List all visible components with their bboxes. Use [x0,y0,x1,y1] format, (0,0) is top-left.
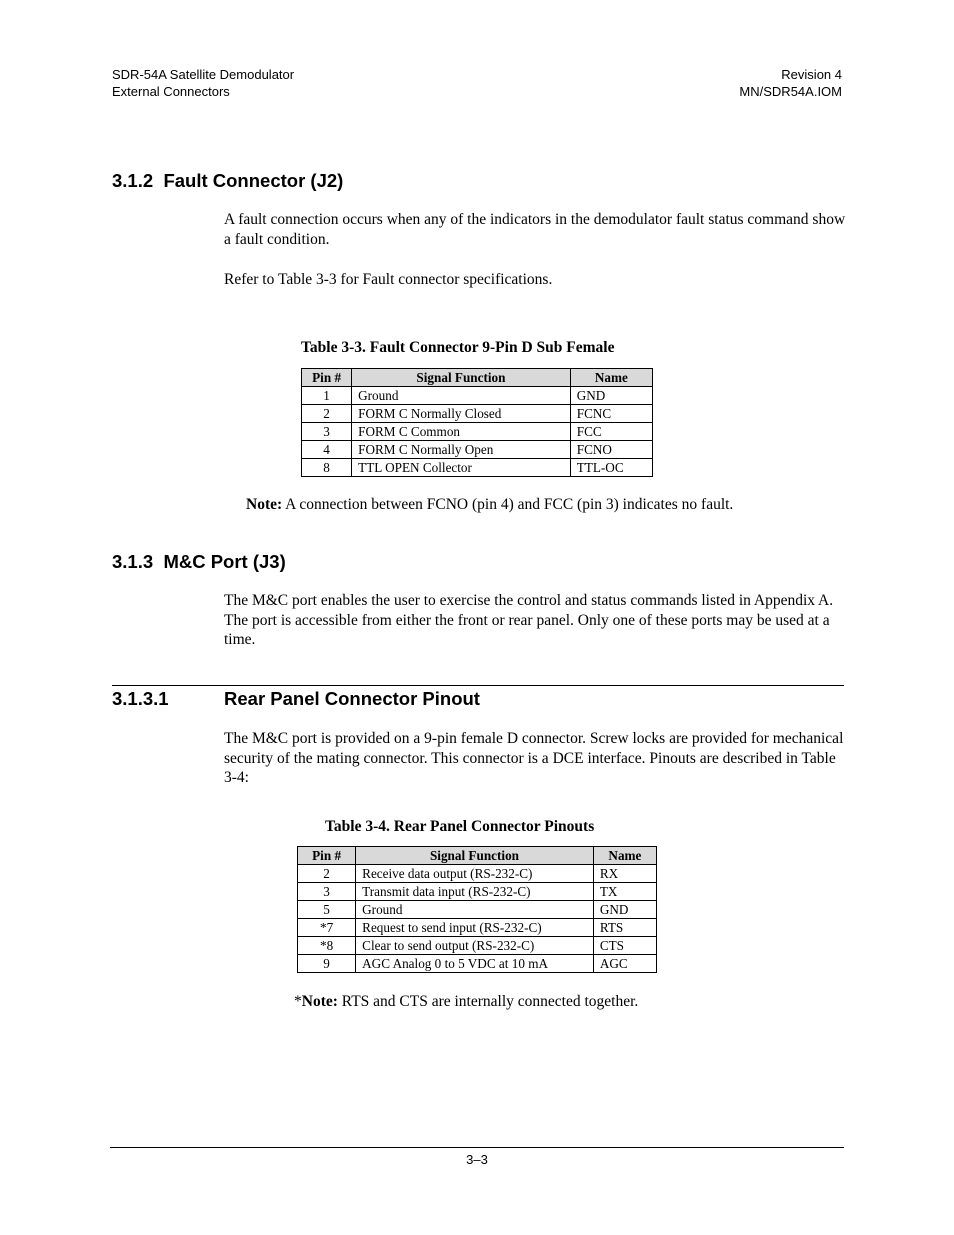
cell-name: TX [593,883,656,901]
column-header-pin: Pin # [298,847,356,865]
table-row [298,865,657,883]
table-3-3-caption: Table 3-3. Fault Connector 9-Pin D Sub Female [301,339,615,356]
table-row [298,883,657,901]
cell-name: RTS [593,919,656,937]
column-header-name: Name [570,369,652,387]
cell-name: FCNO [570,441,652,459]
table-row [298,901,657,919]
cell-signal-function: Receive data output (RS-232-C) [356,865,594,883]
page-number: 3–3 [466,1152,488,1167]
column-header-signal-function: Signal Function [356,847,594,865]
header-chapter-title: External Connectors [112,83,230,99]
fault-connector-table [301,368,653,477]
paragraph-rear-panel: The M&C port is provided on a 9-pin female D connector. Screw locks are provided for mechanical security of the mating connector. This connector is a DCE interface. Pinouts are described in Table 3-4: [224,730,844,787]
note-label: Note: [301,993,338,1010]
table-row [298,919,657,937]
cell-pin: 9 [298,955,356,973]
note-fault-connection [246,496,733,514]
column-header-pin: Pin # [302,369,352,387]
cell-signal-function: Transmit data input (RS-232-C) [356,883,594,901]
cell-name: FCC [570,423,652,441]
running-header-right [739,67,842,100]
cell-pin: 2 [302,405,352,423]
note-label: Note: [246,496,283,513]
cell-signal-function: Request to send input (RS-232-C) [356,919,594,937]
cell-signal-function: TTL OPEN Collector [352,459,571,477]
cell-pin: 2 [298,865,356,883]
cell-name: AGC [593,955,656,973]
cell-pin: *8 [298,937,356,955]
paragraph-fault-description: A fault connection occurs when any of the indicators in the demodulator fault status command show a fault condition. [224,211,846,248]
note-text: RTS and CTS are internally connected together. [337,993,639,1010]
section-divider [112,685,844,686]
section-title: Fault Connector (J2) [163,170,344,191]
cell-signal-function: FORM C Normally Closed [352,405,571,423]
cell-signal-function: Ground [352,387,571,405]
column-header-signal-function: Signal Function [352,369,571,387]
cell-signal-function: Clear to send output (RS-232-C) [356,937,594,955]
cell-signal-function: FORM C Common [352,423,571,441]
paragraph-mc-port: The M&C port enables the user to exercise the control and status commands listed in Appendix A. The port is accessible from either the front or rear panel. Only one of these ports may be used at a time. [224,592,834,649]
cell-name: FCNC [570,405,652,423]
running-header-left [112,67,294,100]
header-revision: Revision 4 [781,67,842,82]
cell-pin: 5 [298,901,356,919]
table-row [298,937,657,955]
table-3-4-caption: Table 3-4. Rear Panel Connector Pinouts [325,818,595,835]
footer-rule [110,1147,844,1148]
table-header-row [298,847,657,865]
table-row [302,405,653,423]
header-document-title: SDR-54A Satellite Demodulator [112,67,295,82]
table-row [302,459,653,477]
note-rts-cts [294,993,638,1011]
cell-pin: 3 [298,883,356,901]
cell-name: RX [593,865,656,883]
subsection-heading-rear-panel: Rear Panel Connector Pinout [224,688,480,709]
cell-pin: *7 [298,919,356,937]
section-number: 3.1.2 [112,170,154,191]
cell-name: TTL-OC [570,459,652,477]
cell-name: GND [570,387,652,405]
column-header-name: Name [593,847,656,865]
note-text: A connection between FCNO (pin 4) and FCC (pin 3) indicates no fault. [282,496,734,513]
cell-signal-function: Ground [356,901,594,919]
note-asterisk: * [294,993,302,1010]
cell-pin: 1 [302,387,352,405]
paragraph-fault-reference: Refer to Table 3-3 for Fault connector specifications. [224,271,553,288]
table-row [302,387,653,405]
cell-pin: 8 [302,459,352,477]
subsection-number: 3.1.3.1 [112,688,169,709]
cell-pin: 3 [302,423,352,441]
cell-name: GND [593,901,656,919]
section-heading-fault-connector [112,170,343,192]
cell-signal-function: FORM C Normally Open [352,441,571,459]
table-row [302,441,653,459]
cell-pin: 4 [302,441,352,459]
cell-signal-function: AGC Analog 0 to 5 VDC at 10 mA [356,955,594,973]
section-title: M&C Port (J3) [163,551,286,572]
header-document-id: MN/SDR54A.IOM [739,83,842,99]
table-row [298,955,657,973]
rear-panel-pinout-table [297,846,657,973]
cell-name: CTS [593,937,656,955]
section-heading-mc-port [112,551,286,573]
section-number: 3.1.3 [112,551,154,572]
table-header-row [302,369,653,387]
table-row [302,423,653,441]
